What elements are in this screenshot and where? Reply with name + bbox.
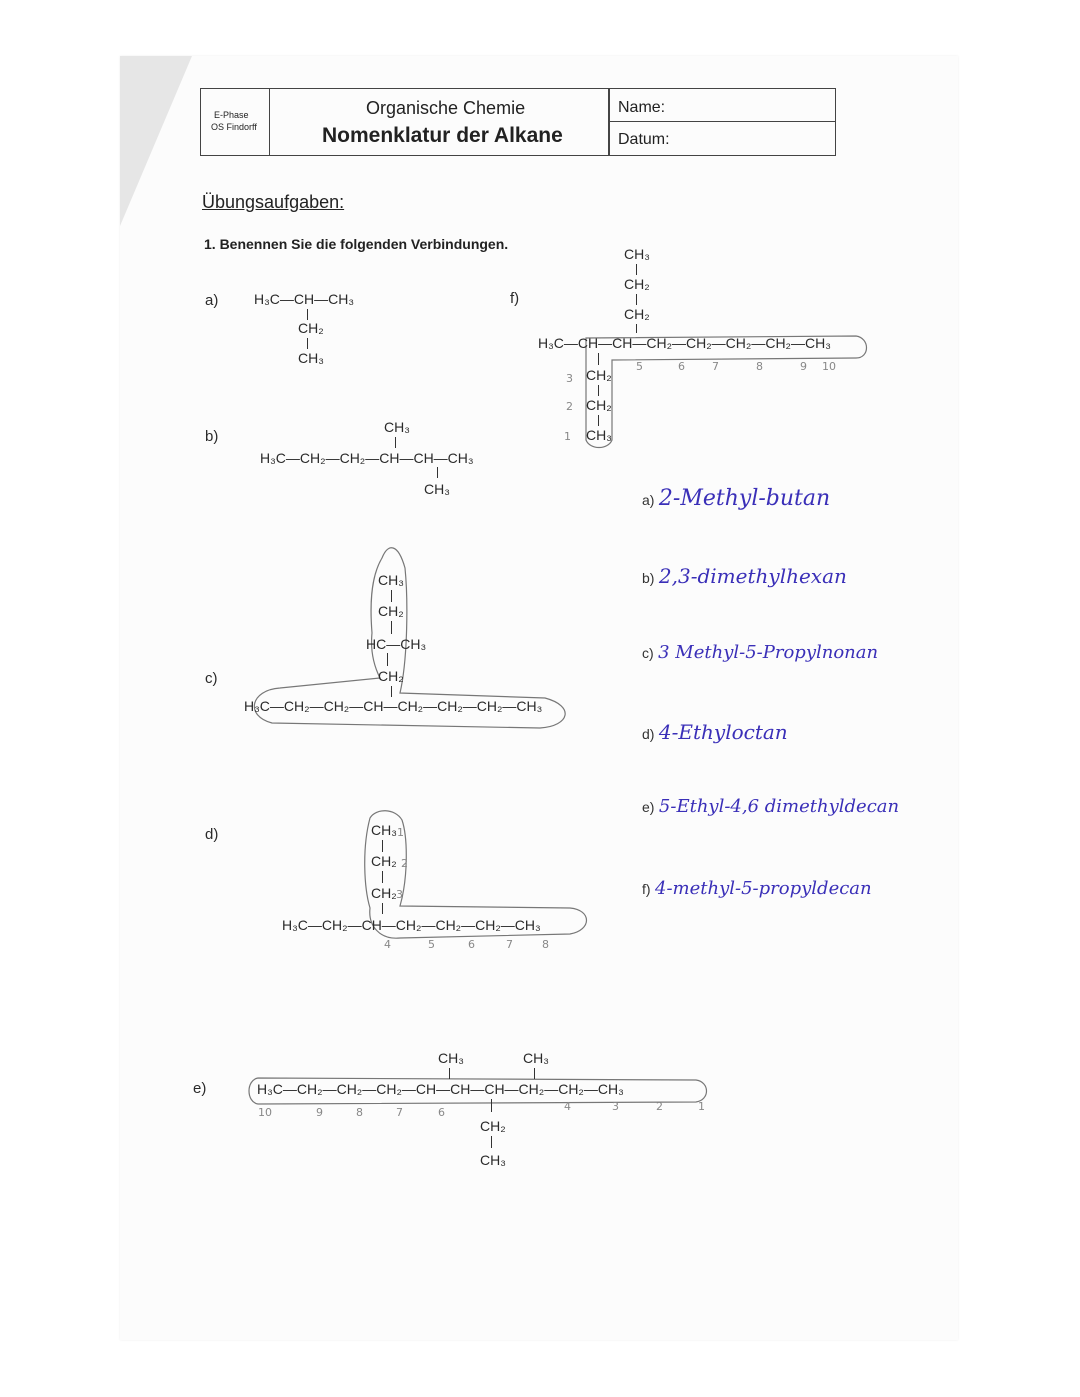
d-num-3: 3 xyxy=(396,888,403,901)
bond xyxy=(382,903,383,914)
badge-line2: OS Findorff xyxy=(211,122,257,132)
answer-a-label: a) xyxy=(642,492,655,508)
formula-f-ch3-top: CH₃ xyxy=(624,246,650,262)
bond xyxy=(382,840,383,852)
bond xyxy=(491,1099,492,1112)
formula-c-main: H₃C—CH₂—CH₂—CH—CH₂—CH₂—CH₂—CH₃ xyxy=(244,698,543,714)
formula-f-ch3-bottom: CH₃ xyxy=(586,427,612,443)
bond xyxy=(598,385,599,396)
answer-f xyxy=(642,878,872,899)
answer-b-label: b) xyxy=(642,570,655,586)
bond xyxy=(534,1068,535,1079)
e-num-2: 2 xyxy=(656,1100,663,1113)
answer-d-text: 4-Ethyloctan xyxy=(658,720,788,744)
f-num-8: 8 xyxy=(756,360,763,373)
task-instruction: 1. Benennen Sie die folgenden Verbindungen. xyxy=(204,236,509,252)
formula-c-ch3-top: CH₃ xyxy=(378,572,404,588)
bond xyxy=(307,338,308,349)
page-fold-shadow xyxy=(120,56,192,226)
formula-a-ch3: CH₃ xyxy=(298,350,324,366)
bond xyxy=(598,353,599,365)
d-num-2: 2 xyxy=(401,857,408,870)
bond xyxy=(449,1068,450,1079)
e-num-8: 8 xyxy=(356,1106,363,1119)
f-num-7: 7 xyxy=(712,360,719,373)
formula-e-main: H₃C—CH₂—CH₂—CH₂—CH—CH—CH—CH₂—CH₂—CH₃ xyxy=(257,1081,624,1097)
formula-f-ch2-mid: CH₂ xyxy=(624,306,650,322)
e-num-1: 1 xyxy=(698,1100,705,1113)
formula-e-ch3-left: CH₃ xyxy=(438,1050,464,1066)
formula-f-main: H₃C—CH—CH—CH₂—CH₂—CH₂—CH₂—CH₃ xyxy=(538,335,831,351)
f-num-5: 5 xyxy=(636,360,643,373)
answer-c-label: c) xyxy=(642,645,654,661)
formula-d-ch3: CH₃ xyxy=(371,822,397,838)
formula-b-top-ch3: CH₃ xyxy=(384,419,410,435)
e-num-4: 4 xyxy=(564,1100,571,1113)
e-num-9: 9 xyxy=(316,1106,323,1119)
label-d: d) xyxy=(205,826,219,843)
answer-c-text: 3 Methyl-5-Propylnonan xyxy=(658,642,879,663)
formula-a-main: H₃C—CH—CH₃ xyxy=(254,291,355,307)
answer-d-label: d) xyxy=(642,726,655,742)
label-e: e) xyxy=(193,1080,207,1097)
bond xyxy=(307,309,308,320)
answer-e-label: e) xyxy=(642,799,655,815)
d-num-7: 7 xyxy=(506,938,513,951)
bond xyxy=(391,686,392,697)
answer-f-text: 4-methyl-5-propyldecan xyxy=(655,878,872,899)
name-label: Name: xyxy=(618,99,666,116)
bond xyxy=(636,264,637,275)
e-num-10: 10 xyxy=(258,1106,272,1119)
d-num-8: 8 xyxy=(542,938,549,951)
answer-a-text: 2-Methyl-butan xyxy=(658,486,831,511)
formula-c-ch2-lower: CH₂ xyxy=(378,668,404,684)
formula-a-ch2: CH₂ xyxy=(298,320,324,336)
label-b: b) xyxy=(205,428,219,445)
bond xyxy=(437,467,438,478)
bond xyxy=(598,415,599,426)
d-num-6: 6 xyxy=(468,938,475,951)
answer-d xyxy=(642,720,788,744)
page-title: Nomenklatur der Alkane xyxy=(322,124,563,147)
bond xyxy=(382,871,383,883)
label-f: f) xyxy=(510,290,520,307)
answer-f-label: f) xyxy=(642,881,651,897)
bond xyxy=(391,621,392,634)
e-num-3: 3 xyxy=(612,1100,619,1113)
formula-f-ch2-lower1: CH₂ xyxy=(586,367,612,383)
formula-f-ch2-upper: CH₂ xyxy=(624,276,650,292)
d-num-4: 4 xyxy=(384,938,391,951)
label-a: a) xyxy=(205,292,219,309)
subject-title: Organische Chemie xyxy=(366,98,526,118)
formula-c-ch2-upper: CH₂ xyxy=(378,603,404,619)
section-title: Übungsaufgaben: xyxy=(202,192,345,212)
bond xyxy=(636,324,637,333)
f-num-9: 9 xyxy=(800,360,807,373)
formula-e-ch3-right: CH₃ xyxy=(523,1050,549,1066)
bond xyxy=(491,1136,492,1148)
formula-e-ch2: CH₂ xyxy=(480,1118,506,1134)
label-c: c) xyxy=(205,670,218,687)
bond xyxy=(391,590,392,602)
f-num-2: 2 xyxy=(566,400,573,413)
pencil-highlight-c xyxy=(240,538,585,773)
answer-b xyxy=(642,564,847,588)
date-label: Datum: xyxy=(618,131,670,148)
answer-a xyxy=(642,486,830,511)
answer-c xyxy=(642,642,878,663)
answer-b-text: 2,3-dimethylhexan xyxy=(658,564,847,588)
formula-e-ch3-bottom: CH₃ xyxy=(480,1152,506,1168)
e-num-6: 6 xyxy=(438,1106,445,1119)
formula-d-main: H₃C—CH₂—CH—CH₂—CH₂—CH₂—CH₃ xyxy=(282,917,541,933)
f-num-3: 3 xyxy=(566,372,573,385)
bond xyxy=(636,294,637,305)
badge-line1: E-Phase xyxy=(214,110,249,120)
formula-f-ch2-lower2: CH₂ xyxy=(586,397,612,413)
formula-d-ch2-lower: CH₂ xyxy=(371,885,397,901)
e-num-7: 7 xyxy=(396,1106,403,1119)
bond xyxy=(387,653,388,666)
answer-e xyxy=(642,796,899,817)
formula-b-bottom-ch3: CH₃ xyxy=(424,481,450,497)
f-num-1: 1 xyxy=(564,430,571,443)
answer-e-text: 5-Ethyl-4,6 dimethyldecan xyxy=(658,796,900,817)
d-num-5: 5 xyxy=(428,938,435,951)
formula-c-hc: HC—CH₃ xyxy=(366,636,427,652)
bond xyxy=(395,437,396,448)
f-num-6: 6 xyxy=(678,360,685,373)
formula-b-main: H₃C—CH₂—CH₂—CH—CH—CH₃ xyxy=(260,450,474,466)
d-num-1: 1 xyxy=(397,826,404,839)
f-num-10: 10 xyxy=(822,360,836,373)
formula-d-ch2-upper: CH₂ xyxy=(371,853,397,869)
